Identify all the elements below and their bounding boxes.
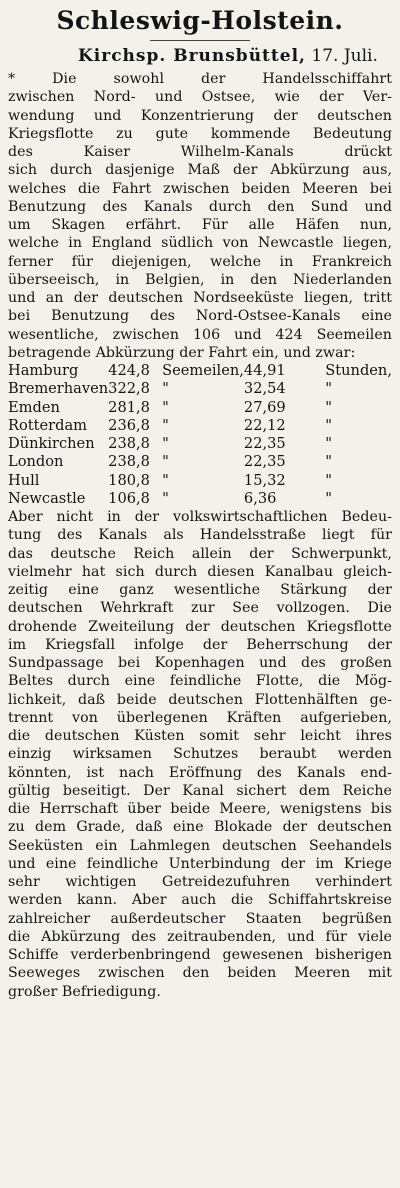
table-row	[8, 380, 392, 398]
intro-paragraph	[8, 70, 392, 362]
table-cell-unit-miles: "	[162, 416, 169, 434]
text-line: zeitig eine ganz wesentliche Stärkung der	[8, 582, 392, 598]
table-row	[8, 435, 392, 453]
table-cell-unit-hours: "	[325, 471, 333, 489]
text-line: lichkeit, daß beide deutschen Flottenhälften ge-	[8, 691, 392, 708]
table-cell-city: Rotterdam	[8, 416, 87, 434]
table-cell-hours: 32,54	[243, 380, 286, 398]
text-line: deutschen Wehrkraft zur See vollzogen. Die	[8, 600, 392, 617]
table-cell-unit-miles: "	[162, 453, 169, 471]
table-row	[8, 453, 392, 471]
table-row	[8, 417, 392, 435]
table-cell-hours: 22,12	[243, 416, 286, 434]
text-line: im Kriegsfall infolge der Beherrschung der	[8, 636, 392, 653]
text-line: einzig wirksamen Schutzes beraubt werden	[8, 746, 392, 763]
text-line: Benutzung des Kanals durch den Sund und	[8, 198, 392, 215]
table-cell-miles: 424,8	[108, 362, 150, 379]
table-cell-miles: 322,8	[108, 380, 150, 398]
table-cell-unit-hours: "	[325, 380, 333, 398]
text-line: betragende Abkürzung der Fahrt ein, und zwar:	[8, 344, 356, 361]
table-cell-unit-hours: "	[325, 453, 333, 471]
table-cell-miles: 281,8	[108, 398, 150, 416]
text-line: Aber nicht in der volkswirtschaftlichen Bedeu-	[8, 509, 392, 525]
table-cell-hours: 22,35	[243, 453, 286, 471]
table-cell-miles: 180,8	[108, 471, 150, 489]
table-cell-city: Emden	[8, 398, 60, 416]
dateline-place: Kirchsp. Brunsbüttel,	[78, 46, 306, 66]
table-cell-miles: 238,8	[108, 453, 150, 471]
text-line: die Herrschaft über beide Meere, wenigstens bis	[8, 801, 392, 817]
text-line: ferner für diejenigen, welche in Frankreich	[8, 253, 392, 270]
table-cell-unit-hours: "	[325, 489, 333, 507]
text-line: des Kaiser Wilhelm-Kanals drückt	[8, 144, 392, 160]
text-line: zwischen Nord- und Ostsee, wie der Ver-	[8, 89, 392, 106]
table-cell-hours: 6,36	[243, 489, 277, 507]
text-line: Seeküsten ein Lahmlegen deutschen Seehandels	[8, 837, 392, 854]
table-cell-hours: 22,35	[243, 435, 286, 452]
text-line: Schiffe verderbenbringend gewesenen bisherigen	[8, 947, 392, 963]
text-line: tung des Kanals als Handelsstraße liegt für	[8, 527, 392, 544]
table-cell-unit-miles: "	[162, 489, 169, 507]
table-cell-city: Hull	[8, 471, 40, 489]
text-line: bei Benutzung des Nord-Ostsee-Kanals eine	[8, 308, 392, 325]
dateline-date: 17. Juli.	[311, 46, 378, 66]
table-cell-unit-miles: "	[162, 471, 169, 489]
table-cell-city: Hamburg	[8, 362, 79, 379]
text-line: zahlreicher außerdeutscher Staaten begrüßen	[8, 910, 392, 927]
section-heading: Schleswig-Holstein.	[56, 6, 344, 35]
distance-table	[8, 362, 392, 508]
table-row	[8, 362, 392, 380]
text-line: sehr wichtigen Getreidezufuhren verhindert	[8, 874, 392, 890]
text-line: großer Befriedigung.	[8, 983, 161, 1000]
text-line: drohende Zweiteilung der deutschen Kriegsflotte	[8, 618, 392, 635]
table-cell-hours: 27,69	[243, 398, 286, 416]
text-line: und an der deutschen Nordseeküste liegen, tritt	[8, 290, 392, 306]
text-line: Beltes durch eine feindliche Flotte, die Mög-	[8, 673, 392, 690]
text-line: werden kann. Aber auch die Schiffahrtskreise	[8, 892, 392, 909]
table-row	[8, 399, 392, 417]
text-line: um Skagen erfährt. Für alle Häfen nun,	[8, 217, 392, 233]
text-line: * Die sowohl der Handelsschiffahrt	[8, 71, 392, 87]
text-line: Sundpassage bei Kopenhagen und des großen	[8, 655, 392, 671]
dateline	[8, 42, 392, 70]
table-cell-city: Newcastle	[8, 489, 86, 507]
text-line: wesentliche, zwischen 106 und 424 Seemeilen	[8, 326, 392, 343]
table-cell-unit-hours: "	[325, 435, 333, 452]
text-line: Seeweges zwischen den beiden Meeren mit	[8, 965, 392, 982]
text-line: wendung und Konzentrierung der deutschen	[8, 107, 392, 124]
text-line: sich durch dasjenige Maß der Abkürzung aus,	[8, 162, 392, 179]
text-line: könnten, ist nach Eröffnung des Kanals end-	[8, 764, 392, 781]
text-line: überseeisch, in Belgien, in den Niederlanden	[8, 271, 392, 288]
table-cell-city: Dünkirchen	[8, 435, 95, 452]
table-cell-miles: 236,8	[108, 416, 150, 434]
table-cell-unit-miles: "	[162, 398, 169, 416]
heading-rule	[150, 40, 250, 41]
text-line: die deutschen Küsten somit sehr leicht ihres	[8, 728, 392, 744]
table-cell-unit-miles: "	[162, 435, 169, 452]
text-line: gültig beseitigt. Der Kanal sichert dem Reiche	[8, 782, 392, 799]
table-cell-city: Bremerhaven	[8, 380, 109, 398]
table-cell-miles: 106,8	[108, 489, 150, 507]
table-cell-unit-hours: Stunden,	[325, 362, 392, 379]
table-row	[8, 490, 392, 508]
text-line: welches die Fahrt zwischen beiden Meeren bei	[8, 180, 392, 197]
text-line: trennt von überlegenen Kräften aufgerieben,	[8, 709, 392, 726]
text-line: zu dem Grade, daß eine Blokade der deutschen	[8, 819, 392, 836]
table-cell-city: London	[8, 453, 64, 471]
table-cell-unit-hours: "	[325, 416, 333, 434]
text-line: vielmehr hat sich durch diesen Kanalbau gleich-	[8, 563, 392, 580]
text-line: die Abkürzung des zeitraubenden, und für viele	[8, 928, 392, 945]
table-cell-hours: 44,91	[243, 362, 286, 379]
table-cell-hours: 15,32	[243, 471, 286, 489]
text-line: Kriegsflotte zu gute kommende Bedeutung	[8, 125, 392, 142]
text-line: das deutsche Reich allein der Schwerpunkt,	[8, 545, 392, 562]
text-line: welche in England südlich von Newcastle liegen,	[8, 235, 392, 252]
table-row	[8, 472, 392, 490]
table-cell-unit-miles: "	[162, 380, 169, 398]
table-cell-unit-miles: Seemeilen,	[162, 362, 244, 379]
table-cell-unit-hours: "	[325, 398, 333, 416]
text-line: und eine feindliche Unterbindung der im Kriege	[8, 855, 392, 872]
table-cell-miles: 238,8	[108, 435, 150, 452]
body-paragraph	[8, 508, 392, 1001]
